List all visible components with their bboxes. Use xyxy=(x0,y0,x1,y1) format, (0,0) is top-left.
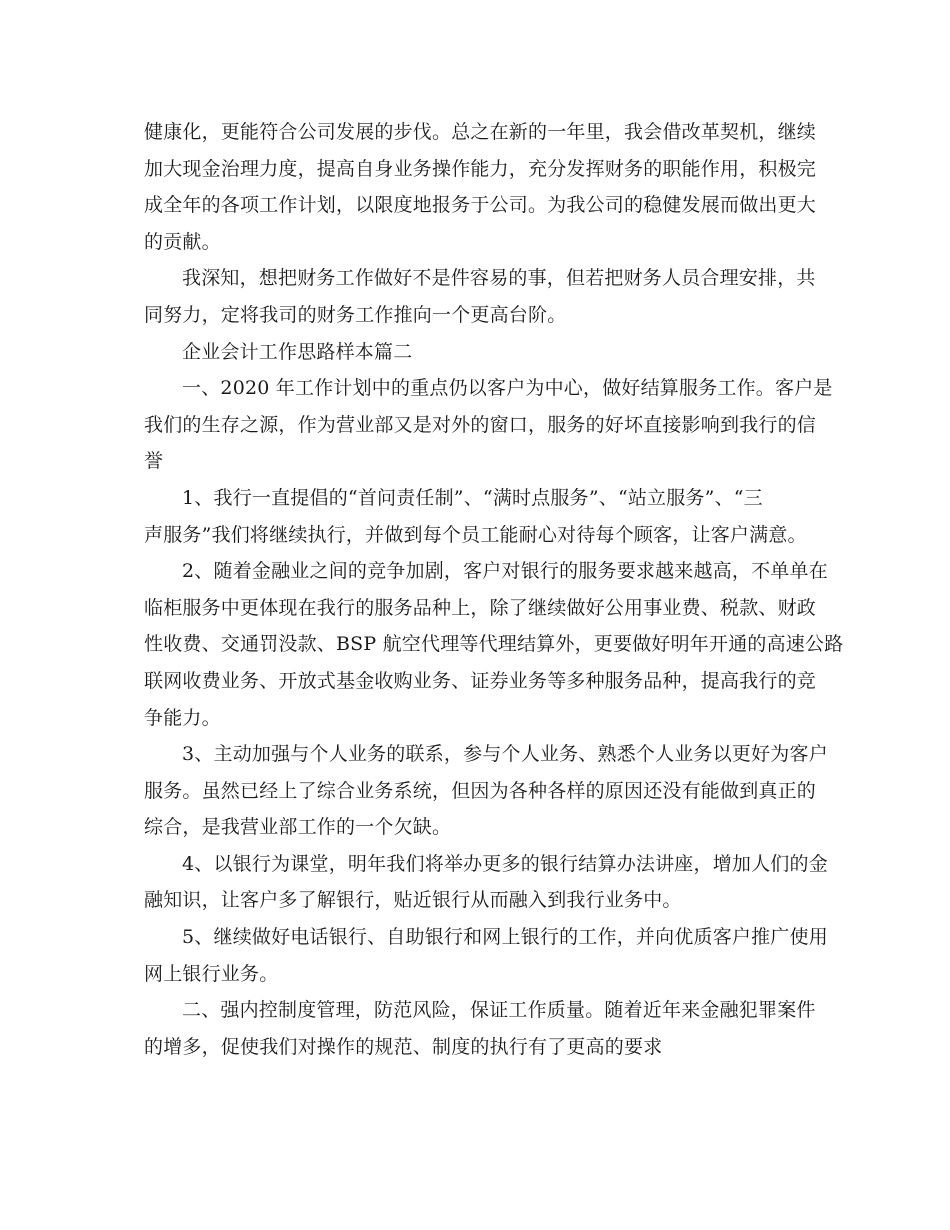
text-line: 加大现金治理力度，提高自身业务操作能力，充分发挥财务的职能作用，积极完 xyxy=(144,157,817,180)
text-line: 誉 xyxy=(144,450,164,473)
text-line: 我深知，想把财务工作做好不是件容易的事，但若把财务人员合理安排，共 xyxy=(182,267,816,290)
text-line: 一、2020 年工作计划中的重点仍以客户为中心，做好结算服务工作。客户是 xyxy=(182,377,833,400)
text-line: 我们的生存之源，作为营业部又是对外的窗口，服务的好坏直接影响到我行的信 xyxy=(144,413,817,436)
text-line: 综合，是我营业部工作的一个欠缺。 xyxy=(144,816,452,839)
text-line: 二、强内控制度管理，防范风险，保证工作质量。随着近年来金融犯罪案件 xyxy=(182,999,816,1022)
text-line: 3、主动加强与个人业务的联系，参与个人业务、熟悉个人业务以更好为客户 xyxy=(182,743,828,766)
text-line: 4、以银行为课堂，明年我们将举办更多的银行结算办法讲座，增加人们的金 xyxy=(182,852,828,875)
text-line: 同努力，定将我司的财务工作推向一个更高台阶。 xyxy=(144,303,567,326)
text-line: 企业会计工作思路样本篇二 xyxy=(182,340,413,363)
text-line: 临柜服务中更体现在我行的服务品种上，除了继续做好公用事业费、税款、财政 xyxy=(144,596,817,619)
text-line: 争能力。 xyxy=(144,706,221,729)
text-line: 网上银行业务。 xyxy=(144,962,279,985)
text-line: 声服务”我们将继续执行，并做到每个员工能耐心对待每个顾客，让客户满意。 xyxy=(144,523,807,546)
document-body xyxy=(144,114,844,1065)
text-line: 1、我行一直提倡的“首问责任制”、“满时点服务”、“站立服务”、“三 xyxy=(182,486,763,509)
text-line: 性收费、交通罚没款、BSP 航空代理等代理结算外，更要做好明年开通的高速公路 xyxy=(144,633,844,656)
text-line: 2、随着金融业之间的竞争加剧，客户对银行的服务要求越来越高，不单单在 xyxy=(182,560,828,583)
text-line: 的贡献。 xyxy=(144,230,221,253)
text-line: 融知识，让客户多了解银行，贴近银行从而融入到我行业务中。 xyxy=(144,889,682,912)
text-line: 成全年的各项工作计划，以限度地报务于公司。为我公司的稳健发展而做出更大 xyxy=(144,194,817,217)
text-line: 服务。虽然已经上了综合业务系统，但因为各种各样的原因还没有能做到真正的 xyxy=(144,779,817,802)
text-line: 5、继续做好电话银行、自助银行和网上银行的工作，并向优质客户推广使用 xyxy=(182,926,828,949)
text-line: 联网收费业务、开放式基金收购业务、证券业务等多种服务品种，提高我行的竞 xyxy=(144,669,817,692)
text-line: 的增多，促使我们对操作的规范、制度的执行有了更高的要求 xyxy=(144,1035,663,1058)
text-line: 健康化，更能符合公司发展的步伐。总之在新的一年里，我会借改革契机，继续 xyxy=(144,121,817,143)
